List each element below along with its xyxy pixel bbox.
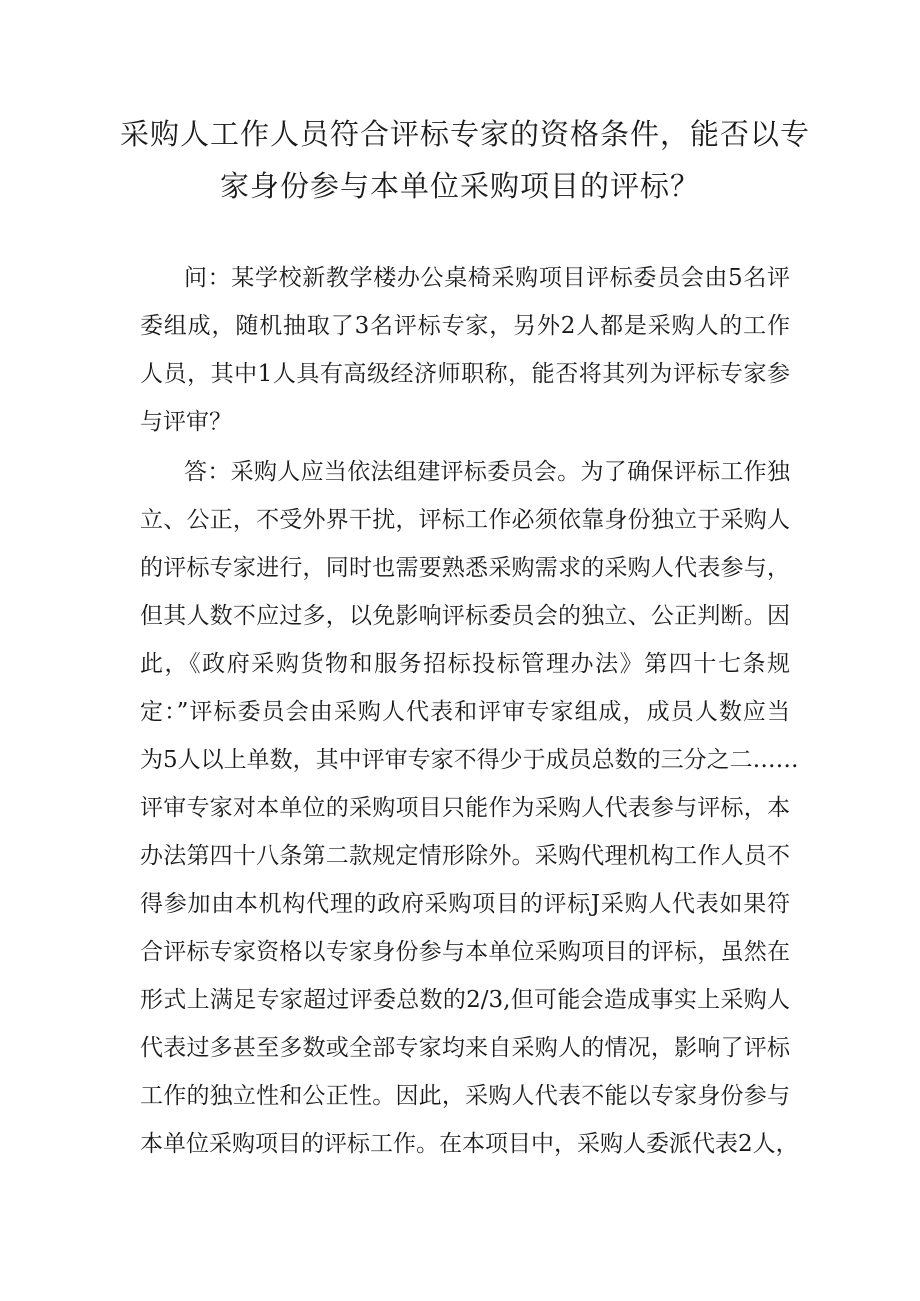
title-line: 家身份参与本单位采购项目的评标？	[219, 169, 700, 203]
document-title	[120, 108, 811, 212]
answer-line: 工作的独立性和公正性。因此，采购人代表不能以专家身份参与	[140, 1083, 790, 1109]
answer-line: 本单位采购项目的评标工作。在本项目中，采购人委派代表2人，	[140, 1131, 799, 1157]
question-line: 问：某学校新教学楼办公桌椅采购项目评标委员会由5名评	[184, 265, 790, 291]
answer-line: 合评标专家资格以专家身份参与本单位采购项目的评标，虽然在	[140, 939, 790, 965]
title-line: 采购人工作人员符合评标专家的资格条件，能否以专	[120, 117, 811, 151]
answer-line: 此，《政府采购货物和服务招标投标管理办法》第四十七条规	[140, 651, 790, 677]
question-line: 人员，其中1人具有高级经济师职称，能否将其列为评标专家参	[140, 361, 790, 387]
answer-line: 得参加由本机构代理的政府采购项目的评标J采购人代表如果符	[140, 891, 790, 917]
question-paragraph	[140, 254, 790, 446]
answer-line: 定：”评标委员会由采购人代表和评审专家组成，成员人数应当	[140, 699, 790, 725]
answer-line: 代表过多甚至多数或全部专家均来自采购人的情况，影响了评标	[140, 1035, 790, 1061]
answer-line: 评审专家对本单位的采购项目只能作为采购人代表参与评标，本	[140, 795, 790, 821]
answer-line: 但其人数不应过多，以免影响评标委员会的独立、公正判断。因	[140, 603, 790, 629]
answer-line: 立、公正，不受外界干扰，评标工作必须依靠身份独立于采购人	[140, 507, 790, 533]
answer-line: 为5人以上单数，其中评审专家不得少于成员总数的三分之二……	[140, 747, 799, 773]
question-line: 委组成，随机抽取了3名评标专家，另外2人都是采购人的工作	[140, 313, 790, 339]
answer-line: 办法第四十八条第二款规定情形除外。采购代理机构工作人员不	[140, 843, 790, 869]
answer-line: 的评标专家进行，同时也需要熟悉采购需求的采购人代表参与，	[140, 555, 790, 581]
answer-paragraph	[140, 448, 799, 1168]
answer-line: 答：采购人应当依法组建评标委员会。为了确保评标工作独	[184, 459, 790, 485]
question-line: 与评审？	[140, 409, 232, 435]
answer-line: 形式上满足专家超过评委总数的2/3,但可能会造成事实上采购人	[140, 987, 790, 1013]
